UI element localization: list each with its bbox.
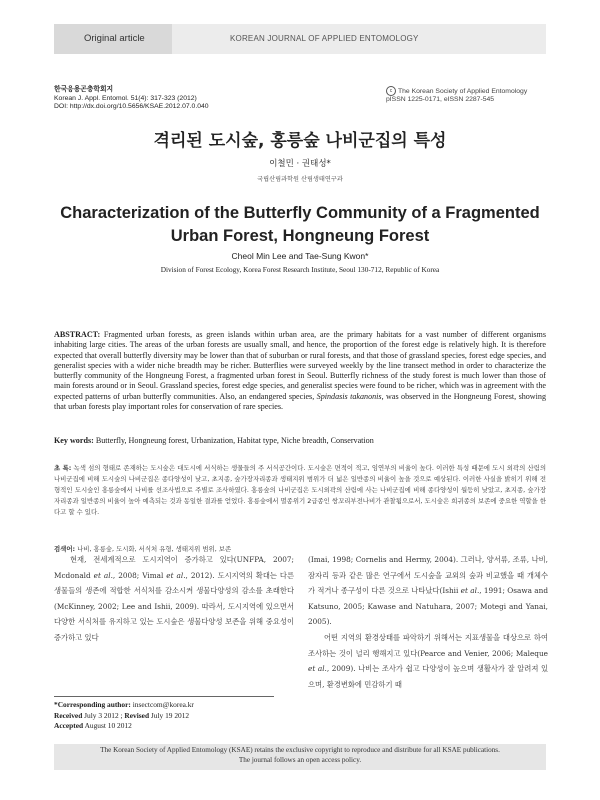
- title-english: [0, 202, 600, 248]
- copyright-notice-line2: The journal follows an open access policy.: [238, 755, 362, 764]
- corresponding-author-label: *Corresponding author:: [54, 700, 131, 709]
- title-english-line1: Characterization of the Butterfly Community of a Fragmented: [60, 204, 540, 222]
- abstract-korean-label: 초 록:: [54, 464, 72, 472]
- doi-link[interactable]: DOI: http://dx.doi.org/10.5656/KSAE.2012.07.0.040: [54, 103, 209, 110]
- abstract-english: [54, 330, 546, 412]
- body-column-right: [308, 552, 548, 692]
- copyright-holder: The Korean Society of Applied Entomology: [398, 87, 528, 95]
- body-text: (Imai, 1998; Cornelis and Hermy, 2004). 그러나, 양서류, 조류, 나비, 잠자리 등과 같은 많은 연구에서 도시숲을 교외의 숲과 비교했을 때 개체수가 적거나 종구성이 다른 것으로 나타났다(Ishii: [308, 555, 548, 596]
- body-text: , 2009). 나비는 조사가 쉽고 다양성이 높으며 생활사가 잘 알려져 있으며, 환경변화에 민감하기 때: [308, 664, 549, 689]
- title-english-line2: Urban Forest, Hongneung Forest: [170, 227, 430, 245]
- body-paragraph: [308, 630, 548, 692]
- revised-date: July 19 2012: [149, 710, 190, 720]
- affiliation-english: Division of Forest Ecology, Korea Forest Research Institute, Seoul 130-712, Republic of Korea: [160, 265, 440, 274]
- keywords-text: Butterfly, Hongneung forest, Urbanization, Habitat type, Niche breadth, Conservation: [93, 436, 374, 445]
- body-text: 현재, 전세계적으로 도시지역이 증가하고 있다(UNFPA, 2007; Mcdonald: [54, 555, 294, 580]
- revised-label: Revised: [124, 710, 150, 720]
- copyright-notice-bar: [54, 744, 546, 770]
- received-label: Received: [54, 710, 83, 720]
- body-etal: et al.: [460, 586, 480, 596]
- body-etal: et al.: [308, 664, 327, 674]
- journal-volume-pages: Korean J. Appl. Entomol. 51(4): 317-323 (2012): [54, 94, 197, 102]
- body-text: , 1991; Osawa and Katsuno, 2005; Kawase and Natuhara, 2007; Motegi and Yanai, 2005).: [308, 586, 549, 627]
- body-paragraph: [54, 552, 294, 646]
- body-etal: et al.: [93, 570, 113, 580]
- authors-korean: 이철민 · 권태성*: [269, 159, 331, 169]
- abstract-text-2: , was observed in the Hongneung Forest, showing that urban forests play important roles for conservation of rare species.: [54, 391, 546, 412]
- journal-name-kr: 한국응용곤충학회지: [54, 86, 114, 93]
- body-text: , 2008; Vimal: [112, 570, 167, 580]
- keywords-korean-label: 검색어:: [54, 545, 76, 553]
- copyright-block: [386, 86, 546, 105]
- footnote-block: [54, 700, 294, 732]
- received-date: July 3 2012 ;: [82, 710, 125, 720]
- abstract-label: ABSTRACT:: [54, 330, 101, 339]
- keywords-label: Key words:: [54, 436, 94, 445]
- body-column-left: [54, 552, 294, 646]
- journal-name-banner: KOREAN JOURNAL OF APPLIED ENTOMOLOGY: [172, 24, 546, 54]
- copyright-notice-line1: The Korean Society of Applied Entomology (KSAE) retains the exclusive copyright to reproduce and distribute for all KSAE publications.: [100, 746, 500, 754]
- affiliation-korean: 국립산림과학원 산림생태연구과: [257, 176, 343, 183]
- footnote-divider: [54, 696, 274, 697]
- citation-block: [54, 86, 209, 112]
- authors-english: Cheol Min Lee and Tae-Sung Kwon*: [231, 251, 369, 261]
- accepted-label: Accepted: [54, 721, 84, 730]
- body-etal: et al.: [166, 570, 186, 580]
- abstract-text-1: Fragmented urban forests, as green islands within urban area, are the primary habitats for a vast number of different organisms inhabiting large cities. The areas of the urban forests are usually small, and hence, the proportion of the forest edge is relatively high. It is therefore expected that overall butterfly diversity may be lower than that of suburban or rural forests, and that those of grassland species, forest edge species, and generalist species with a wider niche breadth may be richer. Butterflies were surveyed weekly by the line transect method in order to characterize the butterfly community of the Hongneung Forest, a fragmented urban forest in Seoul. Butterfly richness of the study forest is much lower than those of main forests around or in Seoul. Grassland species, forest edge species, and generalist species were found to be richer, which was in agreement with the expected patterns of urban butterfly communities. Also, an endangered species,: [54, 330, 546, 401]
- keywords-english: [54, 436, 546, 446]
- corresponding-email[interactable]: insectcom@korea.kr: [130, 700, 194, 709]
- abstract-korean-text: 녹색 섬의 형태로 존재하는 도시숲은 대도시에 서식하는 생물들의 주 서식공간이다. 도시숲은 면적이 적고, 임연부의 비율이 높다. 이러한 특성 때문에 도시 외곽의 산림의 나비군집에 비해 도시숲의 나비군집은 종다양성이 낮고, 초지종, 숲가장자리종과 생태지위 범위가 더 넓은 일반종의 비율이 높을 것으로 예상된다. 이러한 사실을 밝히기 위해 전형적인 도시숲인 홍릉숲에서 나비를 선조사법으로 주별로 조사하였다. 홍릉숲의 나비군집은 도시외곽의 산림에 사는 나비군집에 비해 종다양성이 월등히 낮았고, 초지종, 숲가장자리종과 일반종의 비율이 높아 예측되는 것과 동일한 결과를 얻었다. 홍릉숲에서 멸종위기 2급종인 쌍꼬리부전나비가 관찰됨으로서, 도시숲은 희귀종의 보존에 중요한 역할을 한다고 할 수 있다.: [54, 464, 546, 517]
- accepted-date: August 10 2012: [83, 721, 132, 730]
- body-text: 어떤 지역의 환경상태를 파악하기 위해서는 지표생물을 대상으로 하여 조사하는 것이 널리 행해지고 있다(Pearce and Venier, 2006; Maleque: [308, 632, 548, 658]
- body-text: , 2012). 도시지역의 확대는 다른 생물들의 생존에 적합한 서식처를 감소시켜 생물다양성의 감소를 초래한다(McKinney, 2002; Lee and Ishii, 2009). 따라서, 도시지역에 있으면서 다양한 서식처를 유지하고 있는 도시숲은 생물다양성 보존을 위해 중요성이 증가하고 있다: [54, 570, 295, 642]
- keywords-korean-text: 나비, 홍릉숲, 도시화, 서식처 유형, 생태지위 범위, 보존: [75, 545, 232, 553]
- article-type-label: Original article: [54, 24, 172, 54]
- body-paragraph: [308, 552, 548, 630]
- issn-numbers: pISSN 1225-0171, eISSN 2287-545: [386, 96, 495, 104]
- abstract-korean: [54, 463, 546, 518]
- copyright-circle-icon: c: [386, 86, 396, 96]
- title-korean: 격리된 도시숲, 홍릉숲 나비군집의 특성: [153, 131, 447, 151]
- journal-header-bar: [0, 0, 600, 84]
- abstract-species-name: Spindasis takanonis: [316, 391, 382, 401]
